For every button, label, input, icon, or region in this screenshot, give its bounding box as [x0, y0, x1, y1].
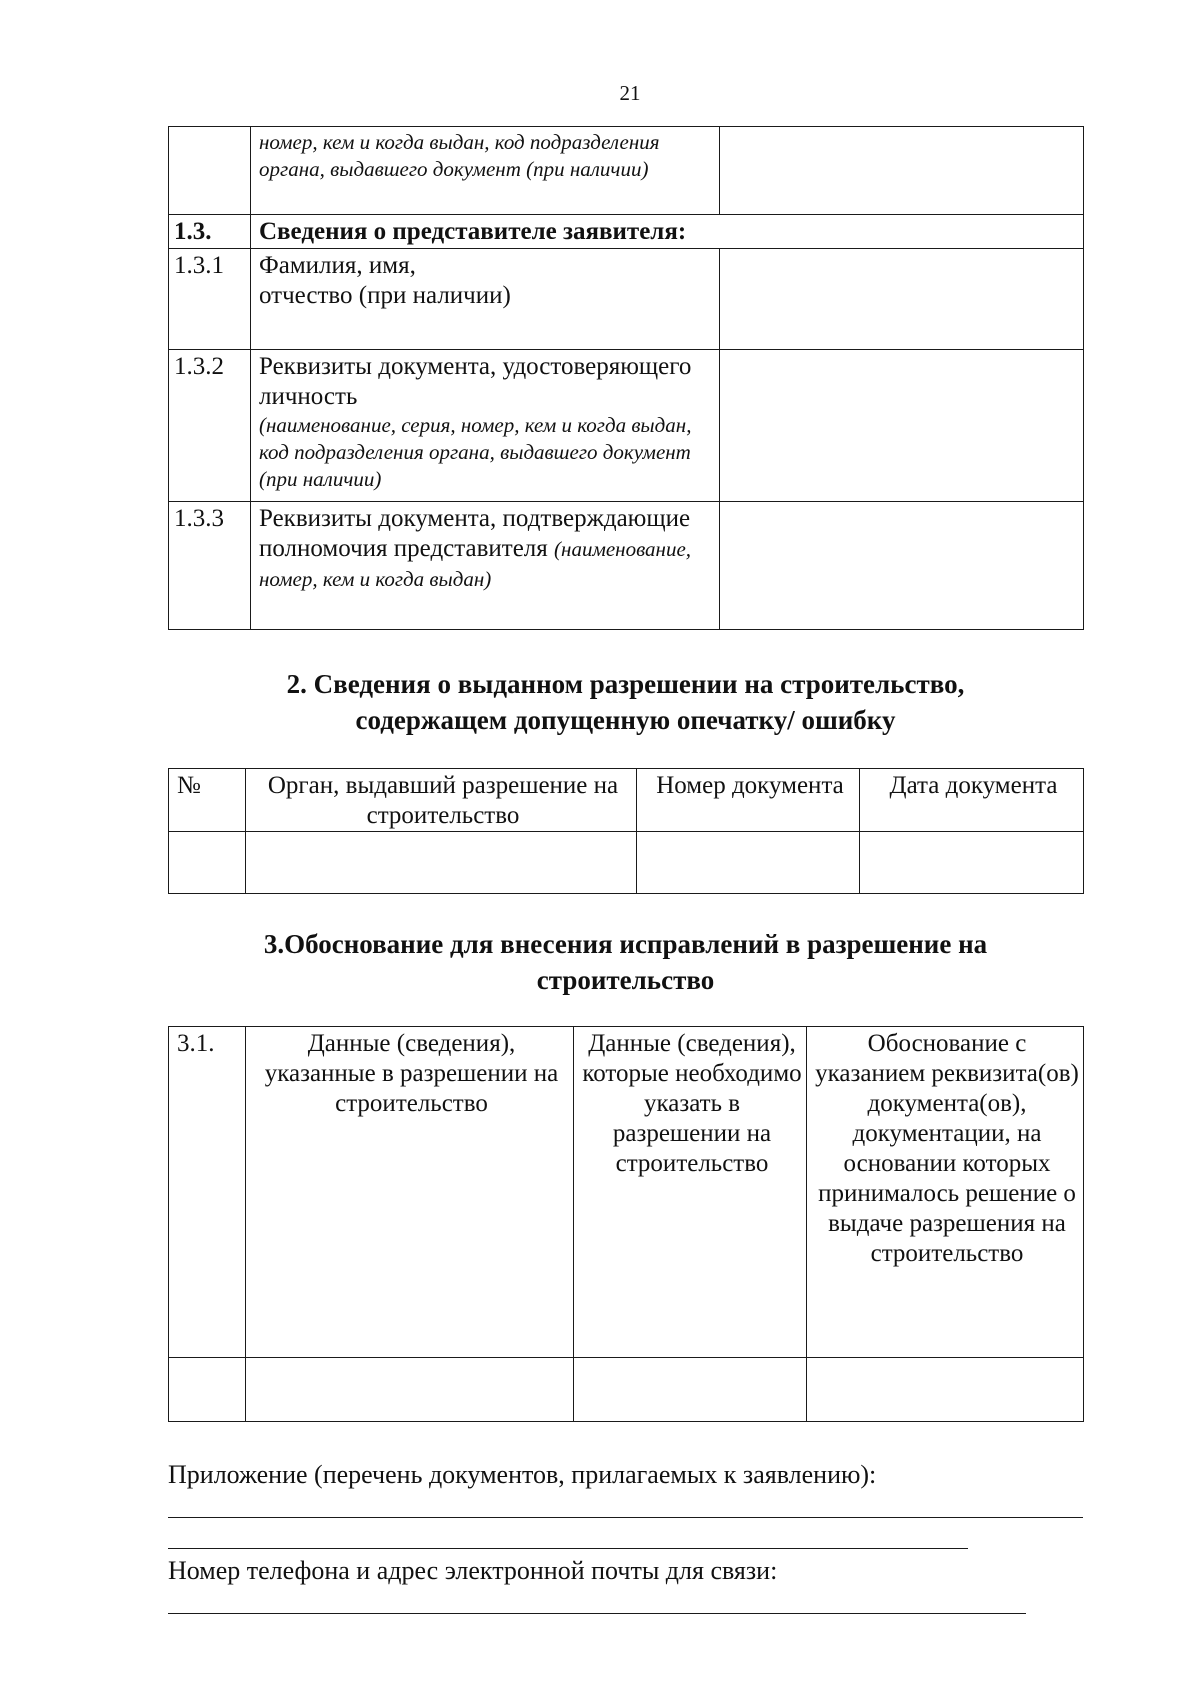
contact-label: Номер телефона и адрес электронной почты для связи:: [168, 1556, 778, 1585]
input-cell[interactable]: [807, 1358, 1084, 1422]
appendix-line-1[interactable]: [168, 1517, 1083, 1518]
row-label-note: (наименование, номер, кем и когда выдан): [259, 537, 692, 591]
table-row: [169, 1358, 1084, 1422]
table-cell: [169, 127, 251, 215]
table-row: [169, 249, 1084, 350]
input-cell[interactable]: [637, 832, 860, 894]
row-label-line: отчество (при наличии): [259, 282, 511, 309]
input-cell[interactable]: [574, 1358, 807, 1422]
row-number: 1.3.3: [169, 502, 251, 630]
section2-heading-line: содержащем допущенную опечатку/ ошибку: [355, 705, 896, 735]
row-label-note: (наименование, серия, номер, кем и когда выдан, код подразделения органа, выдавшего документ (при наличии): [259, 413, 692, 491]
column-header-authority: Орган, выдавший разрешение на строительство: [246, 769, 637, 832]
document-details-note: номер, кем и когда выдан, код подразделения органа, выдавшего документ (при наличии): [259, 130, 660, 181]
table-row: [169, 502, 1084, 630]
section-title: Сведения о представителе заявителя:: [251, 215, 1084, 249]
table-row: [169, 127, 1084, 215]
row-label-text: Реквизиты документа, удостоверяющего личность: [259, 353, 692, 410]
section3-heading-line: 3.Обоснование для внесения исправлений в разрешение на: [263, 929, 988, 959]
appendix-label: Приложение (перечень документов, прилагаемых к заявлению):: [168, 1460, 877, 1489]
column-header-current-data: Данные (сведения), указанные в разрешении на строительство: [246, 1027, 574, 1358]
column-header-number: 3.1.: [169, 1027, 246, 1358]
row-label: [251, 249, 720, 350]
input-cell[interactable]: [720, 502, 1084, 630]
row-number: 1.3.1: [169, 249, 251, 350]
row-label: [251, 350, 720, 502]
input-cell[interactable]: [246, 832, 637, 894]
input-cell[interactable]: [720, 249, 1084, 350]
column-header-justification: Обоснование с указанием реквизита(ов) документа(ов), документации, на основании которых принималось решение о выдаче разрешения на строительство: [807, 1027, 1084, 1358]
input-cell[interactable]: [860, 832, 1084, 894]
section2-heading: [168, 666, 1083, 738]
row-label-text: Реквизиты документа, подтверждающие полномочия представителя: [259, 505, 691, 562]
section-row: [169, 215, 1084, 249]
table-row: [169, 832, 1084, 894]
column-header-number: №: [169, 769, 246, 832]
input-cell[interactable]: [169, 832, 246, 894]
column-header-new-data: Данные (сведения), которые необходимо указать в разрешении на строительство: [574, 1027, 807, 1358]
appendix-line-2[interactable]: [168, 1548, 968, 1549]
permit-table: [168, 768, 1084, 894]
table-cell: [251, 127, 720, 215]
column-header-doc-number: Номер документа: [637, 769, 860, 832]
representative-table: [168, 126, 1084, 630]
table-header-row: [169, 1027, 1084, 1358]
section3-heading-line: строительство: [536, 965, 715, 995]
row-label: [251, 502, 720, 630]
row-label-line: Фамилия, имя,: [259, 252, 416, 279]
input-cell[interactable]: [720, 127, 1084, 215]
column-header-doc-date: Дата документа: [860, 769, 1084, 832]
page-number: 21: [619, 81, 641, 105]
table-row: [169, 350, 1084, 502]
section2-heading-line: 2. Сведения о выданном разрешении на строительство,: [286, 669, 965, 699]
input-cell[interactable]: [246, 1358, 574, 1422]
table-header-row: [169, 769, 1084, 832]
input-cell[interactable]: [720, 350, 1084, 502]
input-cell[interactable]: [169, 1358, 246, 1422]
row-number: 1.3.2: [169, 350, 251, 502]
section3-heading: [168, 926, 1083, 998]
contact-line[interactable]: [168, 1613, 1026, 1614]
corrections-table: [168, 1026, 1084, 1422]
section-number: 1.3.: [169, 215, 251, 249]
